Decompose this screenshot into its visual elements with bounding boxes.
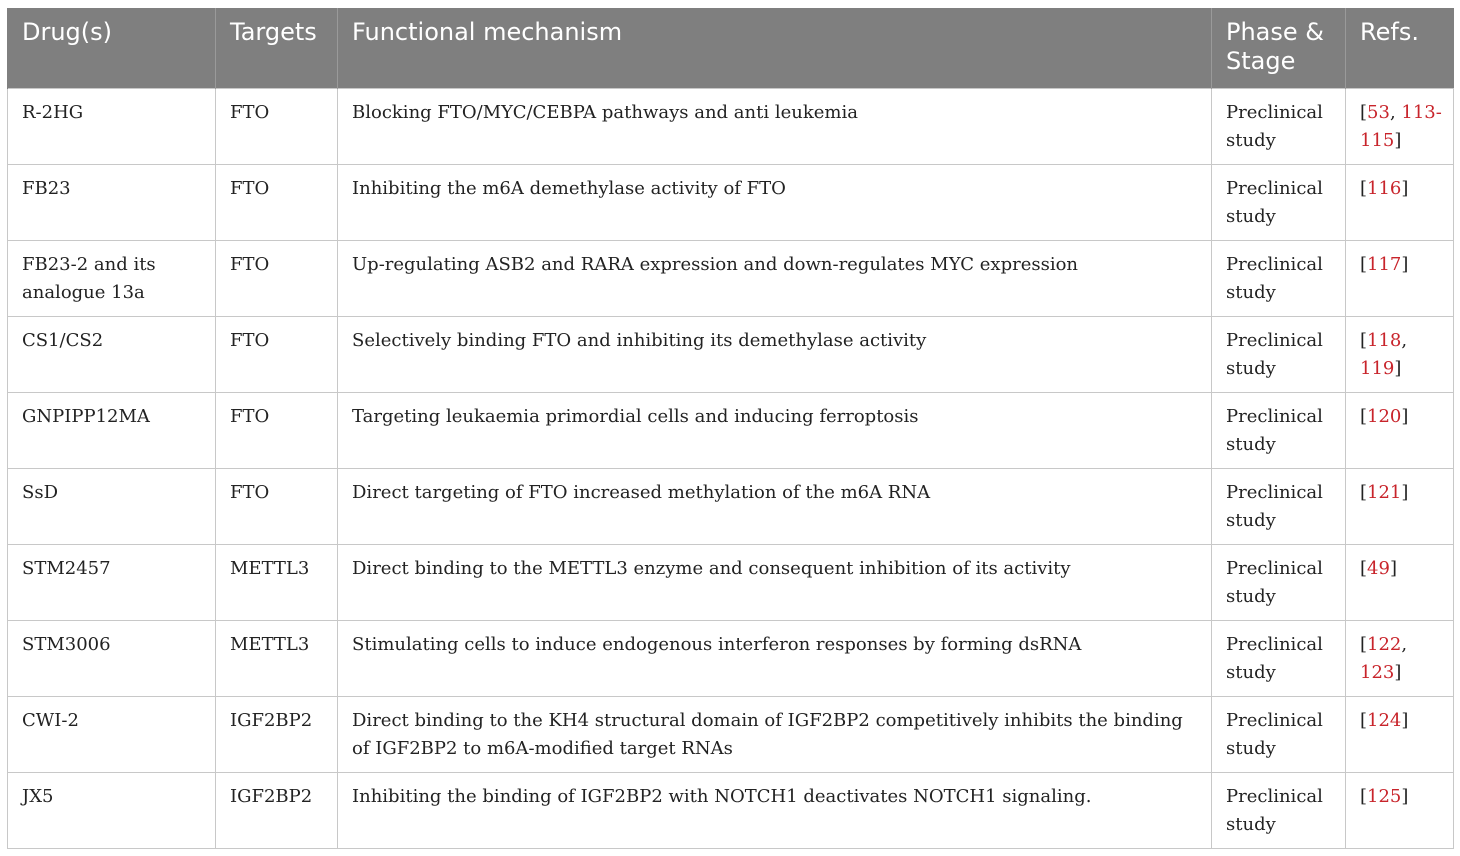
- mechanism-cell: Direct targeting of FTO increased methylation of the m6A RNA: [338, 468, 1212, 544]
- drug-cell: JX5: [8, 772, 216, 848]
- refs-cell: [116]: [1346, 164, 1454, 240]
- mechanism-cell: Direct binding to the METTL3 enzyme and consequent inhibition of its activity: [338, 544, 1212, 620]
- phase-cell: Preclinical study: [1212, 696, 1346, 772]
- drug-cell: R-2HG: [8, 88, 216, 164]
- table-row: [8, 620, 1454, 696]
- target-cell: FTO: [216, 468, 338, 544]
- reference-link[interactable]: 125: [1367, 785, 1402, 807]
- refs-cell: [117]: [1346, 240, 1454, 316]
- phase-cell: Preclinical study: [1212, 772, 1346, 848]
- column-header-phase: Phase & Stage: [1212, 8, 1346, 88]
- drug-table: [7, 8, 1454, 849]
- column-header-targets: Targets: [216, 8, 338, 88]
- reference-link[interactable]: 121: [1367, 481, 1402, 503]
- mechanism-cell: Inhibiting the m6A demethylase activity of FTO: [338, 164, 1212, 240]
- phase-cell: Preclinical study: [1212, 316, 1346, 392]
- phase-cell: Preclinical study: [1212, 544, 1346, 620]
- drug-cell: FB23: [8, 164, 216, 240]
- phase-cell: Preclinical study: [1212, 392, 1346, 468]
- phase-cell: Preclinical study: [1212, 240, 1346, 316]
- table-row: [8, 392, 1454, 468]
- target-cell: FTO: [216, 316, 338, 392]
- mechanism-cell: Targeting leukaemia primordial cells and inducing ferroptosis: [338, 392, 1212, 468]
- column-header-refs: Refs.: [1346, 8, 1454, 88]
- target-cell: METTL3: [216, 544, 338, 620]
- reference-link[interactable]: 118: [1367, 329, 1402, 351]
- target-cell: FTO: [216, 240, 338, 316]
- refs-cell: [118, 119]: [1346, 316, 1454, 392]
- mechanism-cell: Direct binding to the KH4 structural domain of IGF2BP2 competitively inhibits the binding of IGF2BP2 to m6A-modified target RNAs: [338, 696, 1212, 772]
- mechanism-cell: Stimulating cells to induce endogenous interferon responses by forming dsRNA: [338, 620, 1212, 696]
- target-cell: FTO: [216, 164, 338, 240]
- column-header-mechanism: Functional mechanism: [338, 8, 1212, 88]
- reference-link[interactable]: 53: [1367, 101, 1390, 123]
- reference-link[interactable]: 49: [1367, 557, 1390, 579]
- target-cell: IGF2BP2: [216, 696, 338, 772]
- refs-cell: [124]: [1346, 696, 1454, 772]
- phase-cell: Preclinical study: [1212, 164, 1346, 240]
- phase-cell: Preclinical study: [1212, 468, 1346, 544]
- header-row: [8, 8, 1454, 88]
- table-body: [8, 88, 1454, 848]
- drug-cell: CWI-2: [8, 696, 216, 772]
- table-row: [8, 696, 1454, 772]
- reference-link[interactable]: 120: [1367, 405, 1402, 427]
- refs-cell: [49]: [1346, 544, 1454, 620]
- table-row: [8, 164, 1454, 240]
- mechanism-cell: Inhibiting the binding of IGF2BP2 with NOTCH1 deactivates NOTCH1 signaling.: [338, 772, 1212, 848]
- drug-cell: GNPIPP12MA: [8, 392, 216, 468]
- table-row: [8, 772, 1454, 848]
- phase-cell: Preclinical study: [1212, 88, 1346, 164]
- table-row: [8, 88, 1454, 164]
- drug-cell: FB23-2 and its analogue 13a: [8, 240, 216, 316]
- reference-link[interactable]: 116: [1367, 177, 1402, 199]
- refs-cell: [125]: [1346, 772, 1454, 848]
- reference-link[interactable]: 123: [1360, 661, 1395, 683]
- table-row: [8, 544, 1454, 620]
- mechanism-cell: Blocking FTO/MYC/CEBPA pathways and anti leukemia: [338, 88, 1212, 164]
- column-header-drugs: Drug(s): [8, 8, 216, 88]
- refs-cell: [53, 113-115]: [1346, 88, 1454, 164]
- target-cell: FTO: [216, 88, 338, 164]
- drug-cell: SsD: [8, 468, 216, 544]
- target-cell: METTL3: [216, 620, 338, 696]
- mechanism-cell: Up-regulating ASB2 and RARA expression and down-regulates MYC expression: [338, 240, 1212, 316]
- refs-cell: [122, 123]: [1346, 620, 1454, 696]
- reference-link[interactable]: 117: [1367, 253, 1402, 275]
- drug-cell: STM2457: [8, 544, 216, 620]
- table-row: [8, 316, 1454, 392]
- table-row: [8, 240, 1454, 316]
- drug-cell: CS1/CS2: [8, 316, 216, 392]
- drug-cell: STM3006: [8, 620, 216, 696]
- phase-cell: Preclinical study: [1212, 620, 1346, 696]
- reference-link[interactable]: 119: [1360, 357, 1395, 379]
- refs-cell: [120]: [1346, 392, 1454, 468]
- target-cell: FTO: [216, 392, 338, 468]
- target-cell: IGF2BP2: [216, 772, 338, 848]
- refs-cell: [121]: [1346, 468, 1454, 544]
- reference-link[interactable]: 113-115: [1360, 101, 1442, 151]
- reference-link[interactable]: 122: [1367, 633, 1402, 655]
- table-row: [8, 468, 1454, 544]
- mechanism-cell: Selectively binding FTO and inhibiting its demethylase activity: [338, 316, 1212, 392]
- reference-link[interactable]: 124: [1367, 709, 1402, 731]
